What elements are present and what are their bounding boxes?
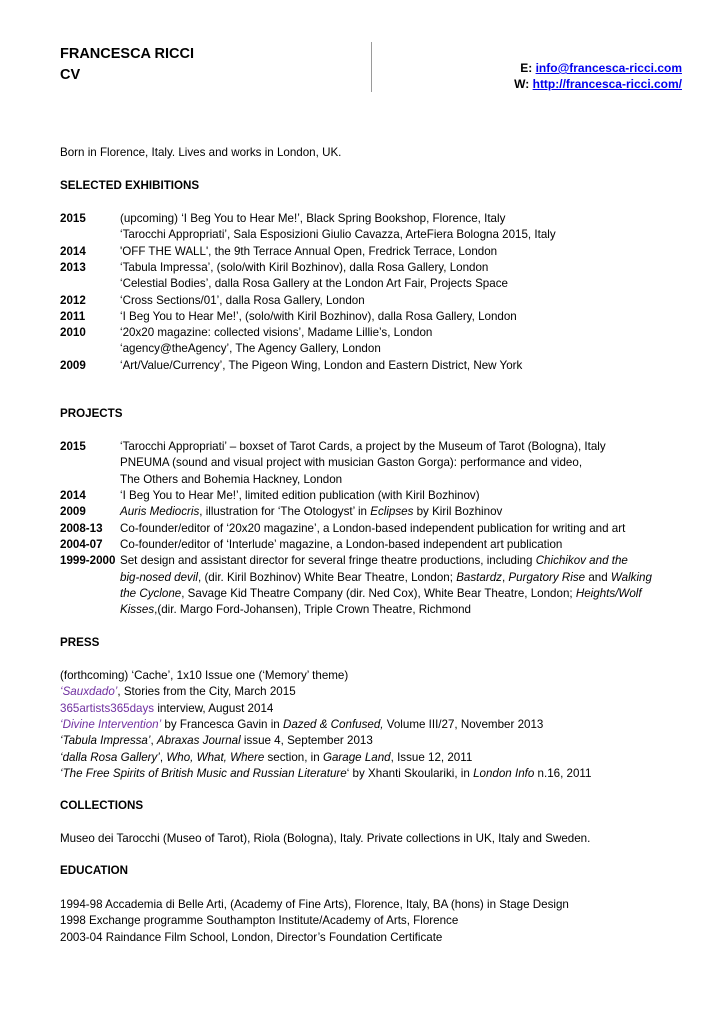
press-link[interactable]: ‘Sauxdado’: [60, 685, 118, 698]
project-text: Kisses,(dir. Margo Ford-Johansen), Triple Crown Theatre, Richmond: [120, 603, 471, 616]
intro-text: Born in Florence, Italy. Lives and works in London, UK.: [60, 146, 342, 159]
exhibition-text: ‘agency@theAgency’, The Agency Gallery, London: [120, 342, 381, 356]
collections-text: Museo dei Tarocchi (Museo of Tarot), Riola (Bologna), Italy. Private collections in UK, Italy and Sweden.: [60, 832, 591, 845]
exhibition-text: ‘Cross Sections/01’, dalla Rosa Gallery, London: [120, 293, 365, 307]
exhibition-text: ‘Tabula Impressa’, (solo/with Kiril Bozhinov), dalla Rosa Gallery, London: [120, 260, 489, 274]
exhibition-year: 2009: [60, 358, 86, 372]
email-label: E:: [520, 61, 536, 75]
project-year: 2004-07: [60, 538, 103, 551]
exhibition-year: 2011: [60, 309, 86, 323]
exhibition-year: 2014: [60, 244, 86, 258]
project-text: Co-founder/editor of ‘20x20 magazine’, a London-based independent publication for writing and art: [120, 522, 626, 535]
section-heading-collections: COLLECTIONS: [60, 799, 144, 812]
press-item: ‘dalla Rosa Gallery’, Who, What, Where section, in Garage Land, Issue 12, 2011: [60, 751, 473, 764]
section-heading-projects: PROJECTS: [60, 407, 123, 420]
project-text: Co-founder/editor of ‘Interlude’ magazine, a London-based independent art publication: [120, 538, 563, 551]
press-item: ‘Sauxdado’, Stories from the City, March 2015: [60, 685, 296, 698]
exhibition-text: (upcoming) ‘I Beg You to Hear Me!’, Black Spring Bookshop, Florence, Italy: [120, 212, 506, 225]
project-text: ‘Tarocchi Appropriati’ – boxset of Tarot Cards, a project by the Museum of Tarot (Bologna), Italy: [120, 440, 606, 453]
email-link[interactable]: info@francesca-ricci.com: [535, 61, 682, 75]
exhibition-text: ‘20x20 magazine: collected visions’, Madame Lillie’s, London: [120, 326, 433, 340]
header-divider: [371, 42, 372, 92]
website-link[interactable]: http://francesca-ricci.com/: [532, 77, 682, 91]
project-text: big-nosed devil, (dir. Kiril Bozhinov) White Bear Theatre, London; Bastardz, Purgatory Rise and Walking: [120, 571, 652, 584]
exhibition-text: ‘Tarocchi Appropriati’, Sala Esposizioni Giulio Cavazza, ArteFiera Bologna 2015, Italy: [120, 228, 556, 242]
exhibition-text: ‘Art/Value/Currency’, The Pigeon Wing, London and Eastern District, New York: [120, 358, 523, 372]
press-item: ‘Divine Intervention’ by Francesca Gavin in Dazed & Confused, Volume III/27, November 2013: [60, 718, 544, 731]
press-item: ‘The Free Spirits of British Music and Russian Literature‘ by Xhanti Skoulariki, in London Info n.16, 2011: [60, 767, 592, 780]
press-link[interactable]: ‘Divine Intervention’: [60, 718, 162, 731]
doc-subtitle: CV: [60, 67, 81, 83]
project-year: 2008-13: [60, 522, 103, 535]
author-name: FRANCESCA RICCI: [60, 46, 194, 62]
web-label: W:: [514, 77, 533, 91]
project-text: The Others and Bohemia Hackney, London: [120, 473, 343, 486]
project-year: 1999-2000: [60, 554, 116, 567]
press-item: 365artists365days interview, August 2014: [60, 702, 274, 715]
exhibition-year: 2010: [60, 326, 86, 340]
cv-header: [60, 44, 194, 86]
project-text: ‘I Beg You to Hear Me!’, limited edition publication (with Kiril Bozhinov): [120, 489, 480, 502]
project-year: 2009: [60, 505, 86, 518]
project-text: the Cyclone, Savage Kid Theatre Company (dir. Ned Cox), White Bear Theatre, London; Heights/Wolf: [120, 587, 642, 600]
section-heading-press: PRESS: [60, 636, 100, 649]
education-item: 2003-04 Raindance Film School, London, Director’s Foundation Certificate: [60, 931, 443, 944]
project-text: Set design and assistant director for several fringe theatre productions, including Chichikov and the: [120, 554, 628, 567]
press-item: (forthcoming) ‘Cache’, 1x10 Issue one (‘Memory’ theme): [60, 669, 349, 682]
project-text: Auris Mediocris, illustration for ‘The Otologyst’ in Eclipses by Kiril Bozhinov: [120, 505, 503, 518]
project-year: 2014: [60, 489, 86, 502]
education-item: 1994-98 Accademia di Belle Arti, (Academy of Fine Arts), Florence, Italy, BA (hons) in Stage Design: [60, 898, 569, 911]
exhibition-year: 2015: [60, 212, 86, 225]
press-link[interactable]: 365artists365days: [60, 702, 155, 715]
exhibition-text: ‘Celestial Bodies’, dalla Rosa Gallery at the London Art Fair, Projects Space: [120, 277, 508, 291]
exhibition-text: 'OFF THE WALL', the 9th Terrace Annual Open, Fredrick Terrace, London: [120, 244, 498, 258]
section-heading-exhibitions: SELECTED EXHIBITIONS: [60, 179, 200, 192]
exhibition-year: 2012: [60, 293, 86, 307]
section-heading-education: EDUCATION: [60, 864, 129, 877]
project-text: PNEUMA (sound and visual project with musician Gaston Gorga): performance and video,: [120, 456, 583, 469]
contact-block: [514, 60, 682, 92]
project-year: 2015: [60, 440, 86, 453]
exhibition-text: ‘I Beg You to Hear Me!’, (solo/with Kiril Bozhinov), dalla Rosa Gallery, London: [120, 309, 517, 323]
press-item: ‘Tabula Impressa’, Abraxas Journal issue 4, September 2013: [60, 734, 373, 747]
exhibition-year: 2013: [60, 260, 86, 274]
education-item: 1998 Exchange programme Southampton Institute/Academy of Arts, Florence: [60, 914, 459, 927]
